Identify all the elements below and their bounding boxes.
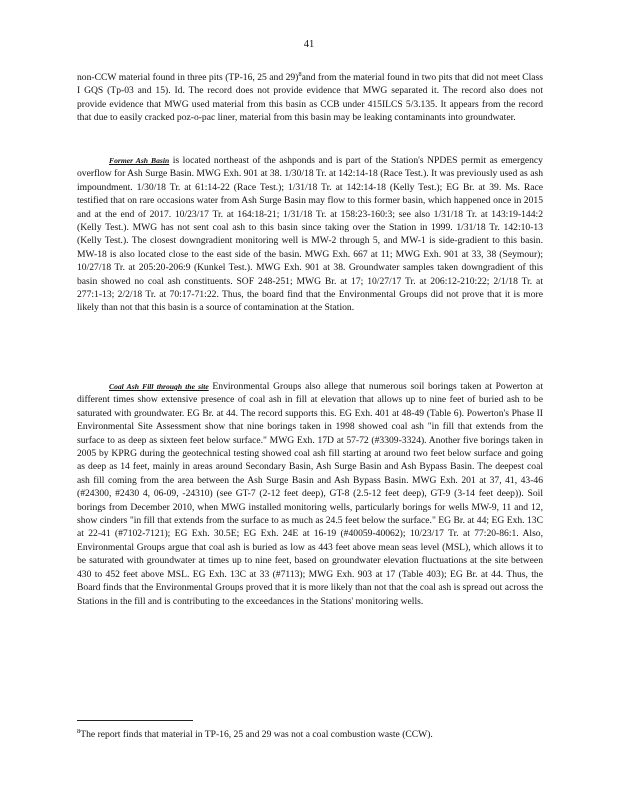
page-number: 41 bbox=[303, 39, 315, 50]
paragraph-poz-o-pac bbox=[77, 71, 543, 125]
footnote-reference: 8 bbox=[298, 70, 302, 78]
paragraph-former-ash-basin bbox=[77, 154, 543, 315]
footnote bbox=[77, 728, 543, 741]
footnote-text: The report finds that material in TP-16, 25 and 29 was not a coal combustion waste (CCW). bbox=[80, 729, 433, 740]
section-heading: Former Ash Basin bbox=[109, 156, 170, 165]
paragraph-text: Environmental Groups also allege that numerous soil borings taken at Powerton at different times show extensive presence of coal ash in fill at elevation that allows up to nine feet of buried ash to be saturated with groundwater. EG Br. at 44. The record supports this. EG Exh. 401 at 48-49 (Table 6). Powerton's Phase II Environmental Site Assessment show that nine borings taken in 1998 showed coal ash "in fill that extends from the surface to as deep as sixteen feet below surface." MWG Exh. 17D at 57-72 (#3309-3324). Another five borings taken in 2005 by KPRG during the geotechnical testing showed coal ash fill starting at around two feet below surface and going as deep as 14 feet, mainly in areas around Secondary Basin, Ash Surge Basin and Ash Bypass Basin. The deepest coal ash fill coming from the area between the Ash Surge Basin and Ash Bypass Basin. MWG Exh. 201 at 37, 41, 43-46 (#24300, #2430 4, 06-09, -24310) (see GT-7 (2-12 feet deep), GT-8 (2.5-12 feet deep), GT-9 (3-14 feet deep)). Soil borings from December 2010, when MWG installed monitoring wells, particularly borings for wells MW-9, 11 and 12, show cinders "in fill that extends from the surface to as much as 24.5 feet below the surface." EG Br. at 44; EG Exh. 13C at 22-41 (#7102-7121); EG Exh. 30.5E; EG Exh. 24E at 16-19 (#40059-40062); 10/23/17 Tr. at 77:20-86:1. Also, Environmental Groups argue that coal ash is buried as low as 443 feet above mean seas level (MSL), which allows it to be saturated with groundwater at times up to nine feet, based on groundwater elevation fluctuations at the site between 430 to 452 feet above MSL. EG Exh. 13C at 33 (#7113); MWG Exh. 903 at 17 (Table 403); EG Br. at 44. Thus, the Board finds that the Environmental Groups proved that it is more likely than not that the coal ash is spread out across the Stations in the fill and is contributing to the exceedances in the Stations' monitoring wells. bbox=[77, 381, 543, 607]
paragraph-text: is located northeast of the ashponds and is part of the Station's NPDES permit as emergency overflow for Ash Surge Basin. MWG Exh. 901 at 38. 1/30/18 Tr. at 142:14-18 (Race Test.). It was previously used as ash impoundment. 1/30/18 Tr. at 61:14-22 (Race Test.); 1/31/18 Tr. at 142:14-18 (Kelly Test.); EG Br. at 39. Ms. Race testified that on rare occasions water from Ash Surge Basin may flow to this former basin, which happened once in 2015 and at the end of 2017. 10/23/17 Tr. at 164:18-21; 1/31/18 Tr. at 158:23-160:3; see also 1/31/18 Tr. at 143:19-144:2 (Kelly Test.). MWG has not sent coal ash to this basin since taking over the Station in 1999. 1/31/18 Tr. 142:10-13 (Kelly Test.). The closest downgradient monitoring well is MW-2 through 5, and MW-1 is side-gradient to this basin. MW-18 is also located close to the east side of the basin. MWG Exh. 667 at 11; MWG Exh. 901 at 33, 38 (Seymour); 10/27/18 Tr. at 205:20-206:9 (Kunkel Test.). MWG Exh. 901 at 38. Groundwater samples taken downgradient of this basin showed no coal ash constituents. SOF 248-251; MWG Br. at 17; 10/27/17 Tr. at 206:12-210:22; 2/1/18 Tr. at 277:1-13; 2/2/18 Tr. at 70:17-71:22. Thus, the board find that the Environmental Groups did not prove that it is more likely than not that this basin is a source of contamination at the Station. bbox=[77, 155, 543, 314]
paragraph-text: and from the material found in two pits that did not meet Class I GQS (Tp-03 and 15). Id. The record does not provide evidence that MWG separated it. The record also does not provide evidence that MWG used material from this basin as CCB under 415ILCS 5/3.135. It appears from the record that due to easily cracked poz-o-pac liner, material from this basin may be leaking contaminants into groundwater. bbox=[77, 72, 543, 124]
section-heading: Coal Ash Fill through the site bbox=[109, 382, 209, 391]
footnote-marker: 8 bbox=[77, 727, 81, 735]
paragraph-text: non-CCW material found in three pits (TP-16, 25 and 29) bbox=[77, 72, 299, 83]
footnote-divider bbox=[77, 720, 193, 721]
paragraph-coal-ash-fill bbox=[77, 380, 543, 608]
